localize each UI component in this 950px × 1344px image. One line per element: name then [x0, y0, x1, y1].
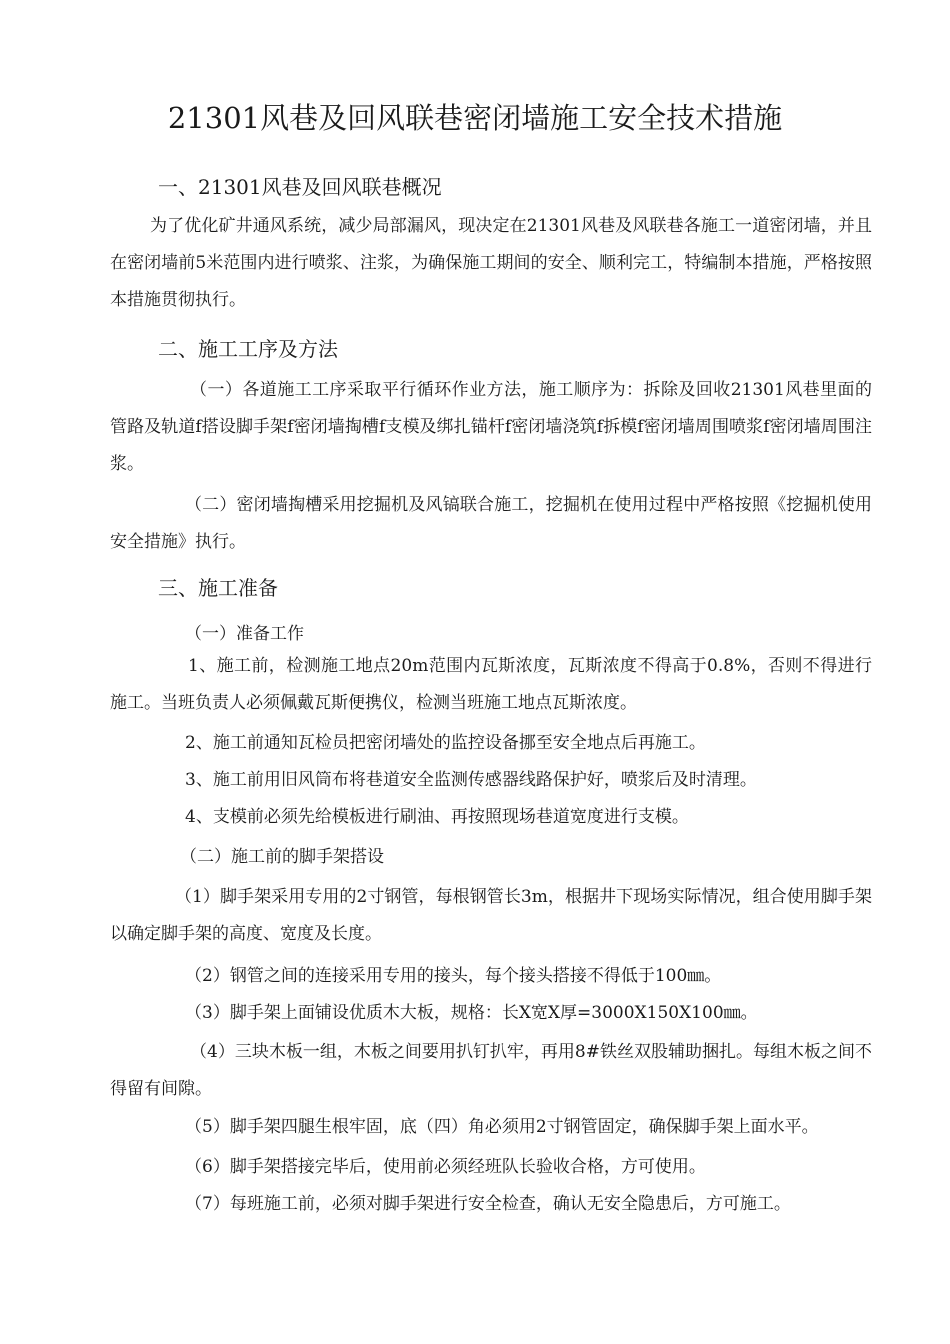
- scaffold-item-3: （3）脚手架上面铺设优质木大板，规格：长X宽X厚=3000X150X100㎜。: [185, 1003, 758, 1023]
- section-3-heading: 三、施工准备: [158, 576, 278, 600]
- prep-item-4: 4、支模前必须先给模板进行刷油、再按照现场巷道宽度进行支模。: [185, 807, 689, 827]
- scaffold-item-1: （1）脚手架采用专用的2寸钢管，每根钢管长3m，根据井下现场实际情况，组合使用脚手架以确定脚手架的高度、宽度及长度。: [110, 887, 872, 944]
- prep-item-2: 2、施工前通知瓦检员把密闭墙处的监控设备挪至安全地点后再施工。: [185, 733, 706, 753]
- scaffold-item-5: （5）脚手架四腿生根牢固，底（四）角必须用2寸钢管固定，确保脚手架上面水平。: [185, 1117, 819, 1137]
- section-2-paragraph-2: （二）密闭墙掏槽采用挖掘机及风镐联合施工，挖掘机在使用过程中严格按照《挖掘机使用安全措施》执行。: [110, 495, 872, 552]
- prep-item-3: 3、施工前用旧风筒布将巷道安全监测传感器线路保护好，喷浆后及时清理。: [185, 770, 757, 790]
- section-2-heading: 二、施工工序及方法: [158, 337, 338, 361]
- section-2-paragraph-1: （一）各道施工工序采取平行循环作业方法，施工顺序为：拆除及回收21301风巷里面的管路及轨道f搭设脚手架f密闭墙掏槽f支模及绑扎锚杆f密闭墙浇筑f拆模f密闭墙周围喷浆f密闭墙周围注浆。: [110, 380, 872, 474]
- document-title: 21301风巷及回风联巷密闭墙施工安全技术措施: [167, 101, 783, 135]
- section-1-paragraph: 为了优化矿井通风系统，减少局部漏风，现决定在21301风巷及风联巷各施工一道密闭墙，并且在密闭墙前5米范围内进行喷浆、注浆，为确保施工期间的安全、顺利完工，特编制本措施，严格按照本措施贯彻执行。: [110, 216, 872, 310]
- scaffold-item-7: （7）每班施工前，必须对脚手架进行安全检查，确认无安全隐患后，方可施工。: [185, 1194, 791, 1214]
- scaffold-item-6: （6）脚手架搭接完毕后，使用前必须经班队长验收合格，方可使用。: [185, 1157, 706, 1177]
- subsection-prep-work: （一）准备工作: [185, 624, 304, 644]
- prep-item-1: 1、施工前，检测施工地点20m范围内瓦斯浓度，瓦斯浓度不得高于0.8%，否则不得进行施工。当班负责人必须佩戴瓦斯便携仪，检测当班施工地点瓦斯浓度。: [110, 656, 872, 713]
- scaffold-item-4: （4）三块木板一组，木板之间要用扒钉扒牢，再用8#铁丝双股辅助捆扎。每组木板之间不得留有间隙。: [110, 1042, 872, 1099]
- scaffold-item-2: （2）钢管之间的连接采用专用的接头，每个接头搭接不得低于100㎜。: [185, 966, 722, 986]
- section-1-heading: 一、21301风巷及回风联巷概况: [158, 175, 442, 199]
- subsection-scaffold: （二）施工前的脚手架搭设: [180, 847, 384, 867]
